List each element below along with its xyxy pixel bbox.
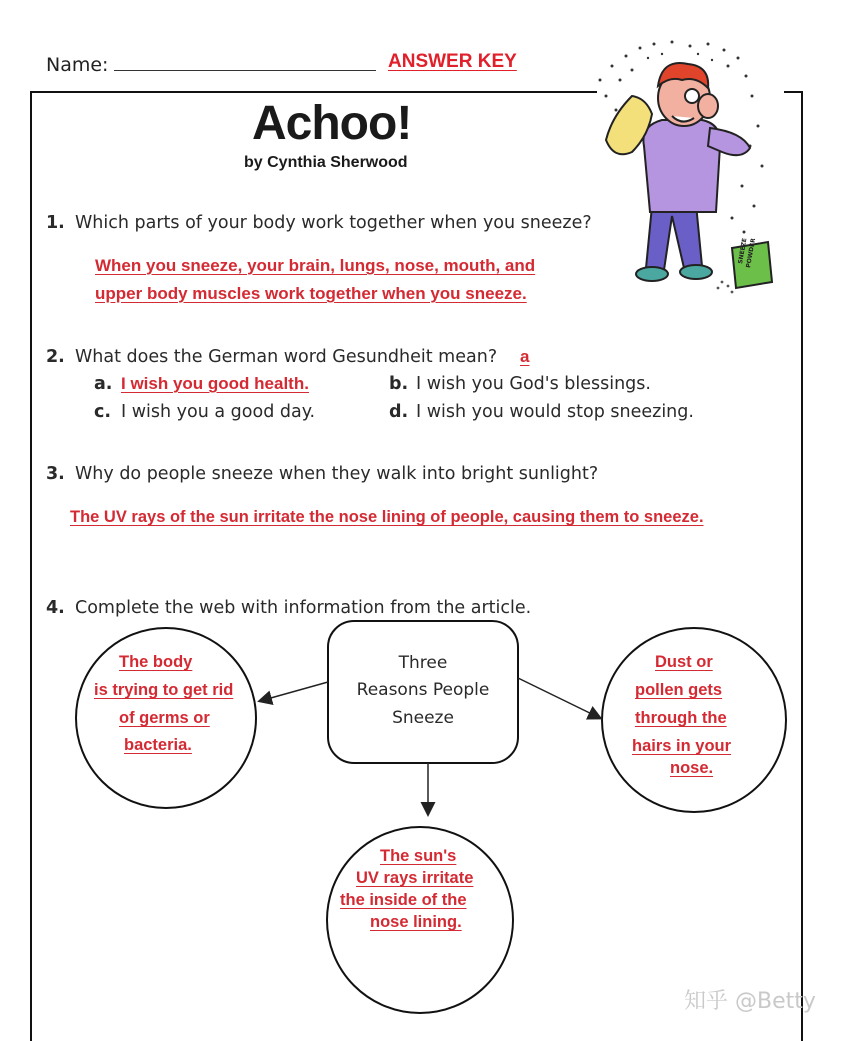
sneezing-man-illustration <box>592 36 792 298</box>
web-bottom-line-1: The sun's <box>380 847 457 865</box>
option-d <box>389 402 694 422</box>
svg-text:POWDER: POWDER <box>745 237 758 269</box>
web-right-line-2: pollen gets <box>635 681 723 699</box>
web-center-line-2: Reasons People <box>356 680 490 700</box>
question-1-answer-line-1: When you sneeze, your brain, lungs, nose, mouth, and <box>95 256 536 275</box>
web-left-line-3: of germs or <box>119 709 210 727</box>
web-right-line-5: nose. <box>670 759 714 777</box>
name-blank-line <box>114 50 376 71</box>
option-c-text: I wish you a good day. <box>121 402 316 422</box>
byline: by Cynthia Sherwood <box>244 154 408 171</box>
question-2 <box>46 347 497 367</box>
question-4 <box>46 598 531 618</box>
option-c-letter: c. <box>94 402 112 422</box>
option-b <box>389 374 651 394</box>
svg-text:SNEEZE: SNEEZE <box>737 237 749 265</box>
web-left-line-2: is trying to get rid <box>94 681 234 699</box>
web-center-line-1: Three <box>398 653 448 673</box>
web-bottom-line-3: the inside of the <box>340 891 467 909</box>
frame-right-border <box>801 91 803 1041</box>
arrow-to-right <box>518 678 600 718</box>
option-c <box>94 402 315 422</box>
arrow-to-left <box>260 682 328 701</box>
web-left-line-4: bacteria. <box>124 736 192 754</box>
web-left-line-1: The body <box>119 653 193 671</box>
frame-left-border <box>30 91 32 1041</box>
question-3-text: Why do people sneeze when they walk into bright sunlight? <box>75 464 599 484</box>
sneeze-powder-box <box>732 237 772 288</box>
question-2-number: 2. <box>46 347 65 367</box>
name-field <box>46 50 376 76</box>
question-3 <box>46 464 598 484</box>
option-d-text: I wish you would stop sneezing. <box>416 402 694 422</box>
web-right-line-4: hairs in your <box>632 737 732 755</box>
name-label: Name: <box>46 54 109 76</box>
question-3-answer: The UV rays of the sun irritate the nose lining of people, causing them to sneeze. <box>70 508 704 526</box>
web-bottom-line-4: nose lining. <box>370 913 462 931</box>
question-1 <box>46 213 592 233</box>
question-3-number: 3. <box>46 464 65 484</box>
web-right-line-3: through the <box>635 709 727 727</box>
option-d-letter: d. <box>389 402 409 422</box>
question-4-text: Complete the web with information from the article. <box>75 598 532 618</box>
question-4-number: 4. <box>46 598 65 618</box>
watermark: 知乎 @Betty <box>684 989 816 1014</box>
option-b-letter: b. <box>389 374 409 394</box>
answer-key-label: ANSWER KEY <box>388 51 517 72</box>
option-a <box>94 374 309 394</box>
web-center-line-3: Sneeze <box>392 708 454 728</box>
web-bottom-line-2: UV rays irritate <box>356 869 474 887</box>
frame-top-border <box>30 91 597 93</box>
question-2-answer: a <box>520 347 530 366</box>
option-a-text: I wish you good health. <box>121 374 309 393</box>
web-right-line-1: Dust or <box>655 653 713 671</box>
question-1-answer-line-2: upper body muscles work together when you sneeze. <box>95 284 527 303</box>
question-2-text: What does the German word Gesundheit mean? <box>75 347 498 367</box>
question-1-text: Which parts of your body work together when you sneeze? <box>75 213 592 233</box>
option-a-letter: a. <box>94 374 113 394</box>
option-b-text: I wish you God's blessings. <box>416 374 651 394</box>
page-title: Achoo! <box>252 97 412 150</box>
question-1-number: 1. <box>46 213 65 233</box>
